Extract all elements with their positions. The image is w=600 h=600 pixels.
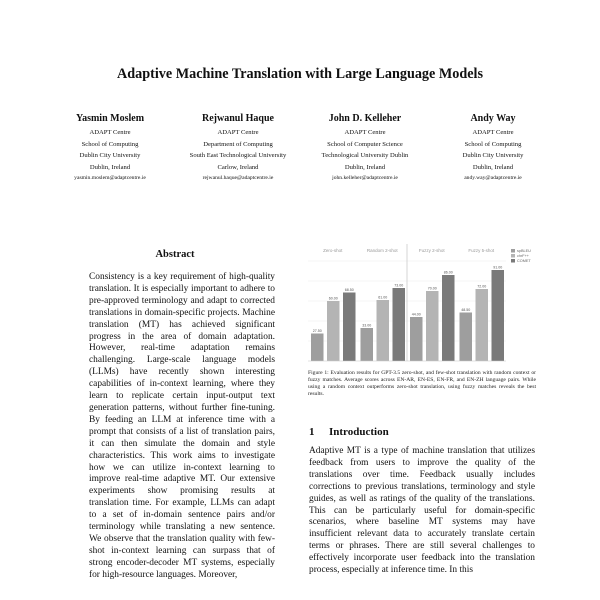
bar-value-label: 68.50 xyxy=(344,288,354,292)
author-location: Dublin, Ireland xyxy=(344,163,386,171)
bar xyxy=(476,289,489,361)
bar xyxy=(377,300,390,361)
author-affiliation: Technological University Dublin xyxy=(321,152,409,160)
bar-value-label: 33.00 xyxy=(362,323,372,328)
author-email[interactable]: andy.way@adaptcentre.ie xyxy=(464,175,522,182)
bar-value-label: 73.00 xyxy=(394,283,404,288)
section-heading xyxy=(309,426,389,438)
bar xyxy=(327,301,340,361)
paper-title: Adaptive Machine Translation with Large Language Models xyxy=(117,66,483,82)
author-affiliation: South East Technological University xyxy=(189,152,287,160)
author-name: Andy Way xyxy=(470,113,516,124)
bar-value-label: 27.50 xyxy=(312,329,322,333)
bar xyxy=(492,270,505,361)
author-affiliation: School of Computing xyxy=(81,140,139,148)
legend-label: chrF++ xyxy=(517,254,530,259)
bar xyxy=(361,328,374,361)
abstract-text: Consistency is a key requirement of high-quality translation. It is especially important to adhere to pre-approved terminology and adapt to corrected translations in domain-specific projects. Machine translation (MT) has achieved significant progress in the area of domain adaptation. However, real-time adaptation remains challenging. Large-scale language models (LLMs) have recently shown interesting capabilities of in-context learning, where they learn to replicate certain input-output text generation patterns, without further fine-tuning. By feeding an LLM at inference time with a prompt that consists of a list of translation pairs, it can then simulate the domain and style characteristics. This work aims to investigate how we can utilize in-context learning to improve real-time adaptive MT. Our extensive experiments show promising results at translation time. For example, LLMs can adapt to a set of in-domain sentence pairs and/or terminology while translating a new sentence. We observe that the translation quality with few-shot in-context learning can surpass that of strong encoder-decoder MT systems, especially for high-resource languages. Moreover, xyxy=(89,272,275,580)
author-affiliation: Department of Computing xyxy=(203,140,273,148)
author-name: Yasmin Moslem xyxy=(75,113,145,124)
legend-label: spBLEU xyxy=(517,249,531,254)
category-label: Fuzzy 2-shot xyxy=(418,248,445,253)
author-location: Carlow, Ireland xyxy=(217,163,259,171)
bar xyxy=(311,334,324,362)
author-affiliation: ADAPT Centre xyxy=(472,129,514,136)
author-affiliation: Dublin City University xyxy=(462,152,524,160)
bar xyxy=(343,293,356,362)
author-name: John D. Kelleher xyxy=(328,113,402,124)
bar-value-label: 60.00 xyxy=(328,296,338,301)
category-label: Random 2-shot xyxy=(366,248,398,253)
author-block-3 xyxy=(302,112,428,185)
bar xyxy=(393,288,406,361)
section-title: Introduction xyxy=(329,426,389,438)
category-label: Zero-shot xyxy=(323,248,343,253)
author-block-4 xyxy=(436,112,550,185)
author-affiliation: ADAPT Centre xyxy=(89,129,131,136)
bar xyxy=(426,291,439,361)
author-email[interactable]: rejwanul.haque@adaptcentre.ie xyxy=(202,175,274,182)
bar-value-label: 44.00 xyxy=(411,312,421,317)
legend-swatch xyxy=(511,259,515,263)
introduction-text: Adaptive MT is a type of machine translation that utilizes feedback from users to improve the quality of the translations over time. Feedback usually includes corrections to previous translations, terminology and style guides, as well as ratings of the quality of the translations. This can be particularly useful for domain-specific scenarios, where baseline MT systems may have insufficient relevant data to accurately translate certain terms or phrases. There are still several challenges to effectively incorporate user feedback into the translation process, especially at inference time. In this xyxy=(309,446,535,576)
author-email[interactable]: yasmin.moslem@adaptcentre.ie xyxy=(74,175,146,182)
figure-caption: Figure 1: Evaluation results for GPT-3.5 zero-shot, and few-shot translation with random context or fuzzy matches. Average scores across EN-AR, EN-ES, EN-FR, and EN-ZH language pairs. While using a random context outperforms zero-shot translation, using fuzzy matches reveals the best results. xyxy=(308,370,536,397)
chart-canvas xyxy=(304,244,552,366)
bar-value-label: 86.00 xyxy=(443,270,453,275)
abstract-heading: Abstract xyxy=(155,249,195,260)
author-block-1 xyxy=(52,112,168,185)
author-email[interactable]: john.kelleher@adaptcentre.ie xyxy=(332,175,398,182)
legend-label: COMET xyxy=(517,259,531,264)
bar-value-label: 48.50 xyxy=(461,308,471,312)
results-bar-chart xyxy=(304,244,552,366)
bar-value-label: 72.00 xyxy=(477,284,487,289)
author-affiliation: ADAPT Centre xyxy=(344,129,386,136)
author-affiliation: School of Computing xyxy=(464,140,522,148)
bar-value-label: 91.00 xyxy=(493,265,503,270)
author-affiliation: Dublin City University xyxy=(79,152,141,160)
author-location: Dublin, Ireland xyxy=(472,163,514,171)
author-affiliation: School of Computer Science xyxy=(327,140,403,148)
author-location: Dublin, Ireland xyxy=(89,163,131,171)
section-number: 1 xyxy=(309,426,315,438)
legend-swatch xyxy=(511,254,515,258)
bar-value-label: 61.00 xyxy=(378,295,388,300)
bar xyxy=(410,317,423,361)
category-label: Fuzzy 5-shot xyxy=(468,248,495,253)
bar-value-label: 70.00 xyxy=(427,286,437,291)
bar xyxy=(460,313,473,362)
bar xyxy=(442,275,455,361)
legend-swatch xyxy=(511,249,515,253)
author-affiliation: ADAPT Centre xyxy=(217,129,259,136)
author-block-2 xyxy=(173,112,303,185)
author-name: Rejwanul Haque xyxy=(202,113,274,124)
